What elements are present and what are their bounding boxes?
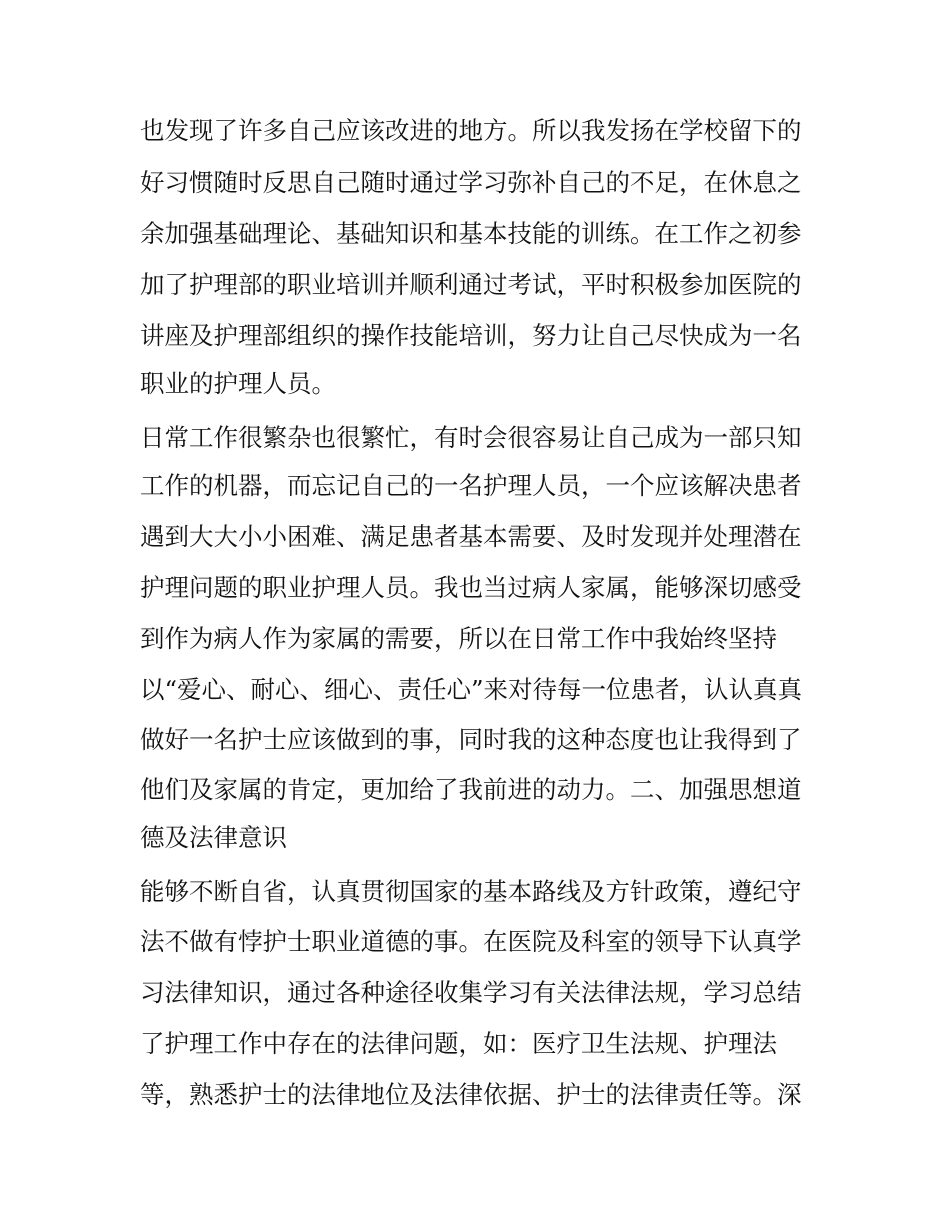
text-line: 法不做有悖护士职业道德的事。在医院及科室的领导下认真学: [140, 927, 802, 956]
text-line: 德及法律意识: [140, 823, 287, 852]
text-line: 也发现了许多自己应该改进的地方。所以我发扬在学校留下的: [140, 116, 802, 145]
text-line: 好习惯随时反思自己随时通过学习弥补自己的不足，在休息之: [140, 168, 802, 197]
text-line: 做好一名护士应该做到的事，同时我的这种态度也让我得到了: [140, 725, 802, 754]
text-line: 讲座及护理部组织的操作技能培训，努力让自己尽快成为一名: [140, 321, 802, 350]
text-line: 日常工作很繁杂也很繁忙，有时会很容易让自己成为一部只知: [140, 423, 802, 452]
text-line: 加了护理部的职业培训并顺利通过考试，平时积极参加医院的: [140, 270, 802, 299]
text-line: 职业的护理人员。: [140, 369, 336, 398]
text-line: 护理问题的职业护理人员。我也当过病人家属，能够深切感受: [140, 573, 802, 602]
text-line: 他们及家属的肯定，更加给了我前进的动力。二、加强思想道: [140, 775, 802, 804]
text-line: 工作的机器，而忘记自己的一名护理人员，一个应该解决患者: [140, 471, 802, 500]
text-line: 以“爱心、耐心、细心、责任心”来对待每一位患者，认认真真: [140, 675, 803, 704]
text-line: 能够不断自省，认真贯彻国家的基本路线及方针政策，遵纪守: [140, 877, 802, 906]
text-line: 到作为病人作为家属的需要，所以在日常工作中我始终坚持: [140, 624, 777, 653]
text-line: 了护理工作中存在的法律问题，如：医疗卫生法规、护理法: [140, 1029, 777, 1058]
text-line: 余加强基础理论、基础知识和基本技能的训练。在工作之初参: [140, 219, 802, 248]
text-line: 等，熟悉护士的法律地位及法律依据、护士的法律责任等。深: [140, 1080, 802, 1109]
text-line: 习法律知识，通过各种途径收集学习有关法律法规，学习总结: [140, 978, 802, 1007]
text-line: 遇到大大小小困难、满足患者基本需要、及时发现并处理潜在: [140, 522, 802, 551]
